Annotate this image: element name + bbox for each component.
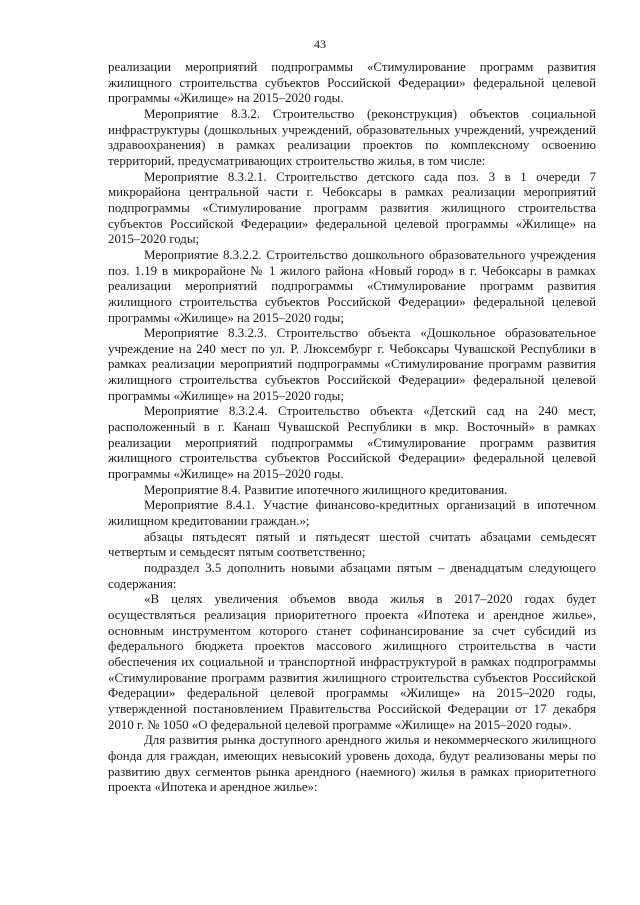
paragraph: абзацы пятьдесят пятый и пятьдесят шестой считать абзацами семьдесят четвертым и семьдесят пятым соответственно; [108,529,596,560]
paragraph: Мероприятие 8.3.2. Строительство (реконструкция) объектов социальной инфраструктуры (дошкольных учреждений, образовательных учреждений, учреждений здравоохранения) в рамках реализации проектов по комплексному освоению территорий, предусматривающих строительство жилья, в том числе: [108,106,596,168]
page-number: 43 [314,37,326,51]
paragraph: Для развития рынка доступного арендного жилья и некоммерческого жилищного фонда для граждан, имеющих невысокий уровень дохода, будут реализованы меры по развитию двух сегментов рынка арендного (наемного) жилья в рамках приоритетного проекта «Ипотека и арендное жилье»: [108,733,596,795]
paragraph: Мероприятие 8.3.2.4. Строительство объекта «Детский сад на 240 мест, расположенный в г. Канаш Чувашской Республики в мкр. Восточный» в рамках реализации мероприятий подпрограммы «Стимулирование программ развития жилищного строительства субъектов Российской Федерации» федеральной целевой программы «Жилище» на 2015–2020 годы. [108,404,596,482]
paragraph: «В целях увеличения объемов ввода жилья в 2017–2020 годах будет осуществляться реализация приоритетного проекта «Ипотека и арендное жилье», основным инструментом которого станет софинансирование за счет субсидий из федерального бюджета проектов массового жилищного строительства в части обеспечения их социальной и транспортной инфраструктурой в рамках подпрограммы «Стимулирование программ развития жилищного строительства субъектов Российской Федерации» федеральной целевой программы «Жилище» на 2015–2020 годы, утвержденной постановлением Правительства Российской Федерации от 17 декабря 2010 г. № 1050 «О федеральной целевой программе «Жилище» на 2015–2020 годы». [108,592,596,732]
paragraph: Мероприятие 8.4.1. Участие финансово-кредитных организаций в ипотечном жилищном кредитовании граждан.»; [108,498,596,529]
paragraph: Мероприятие 8.3.2.1. Строительство детского сада поз. 3 в 1 очереди 7 микрорайона центральной части г. Чебоксары в рамках реализации мероприятий подпрограммы «Стимулирование программ развития жилищного строительства субъектов Российской Федерации» федеральной целевой программы «Жилище» на 2015–2020 годы; [108,169,596,247]
paragraph: подраздел 3.5 дополнить новыми абзацами пятым – двенадцатым следующего содержания: [108,561,596,591]
document-body [108,60,596,796]
paragraph: Мероприятие 8.4. Развитие ипотечного жилищного кредитования. [144,482,508,497]
paragraph: Мероприятие 8.3.2.3. Строительство объекта «Дошкольное образовательное учреждение на 240 мест по ул. Р. Люксембург г. Чебоксары Чувашской Республики в рамках реализации мероприятий подпрограммы «Стимулирование программ развития жилищного строительства субъектов Российской Федерации» федеральной целевой программы «Жилище» на 2015–2020 годы; [108,326,596,403]
paragraph: реализации мероприятий подпрограммы «Стимулирование программ развития жилищного строительства субъектов Российской Федерации» федеральной целевой программы «Жилище» на 2015–2020 годы. [108,60,596,106]
paragraph: Мероприятие 8.3.2.2. Строительство дошкольного образовательного учреждения поз. 1.19 в микрорайоне № 1 жилого района «Новый город» в г. Чебоксары в рамках реализации мероприятий подпрограммы «Стимулирование программ развития жилищного строительства субъектов Российской Федерации» федеральной целевой программы «Жилище» на 2015–2020 годы; [108,247,596,325]
